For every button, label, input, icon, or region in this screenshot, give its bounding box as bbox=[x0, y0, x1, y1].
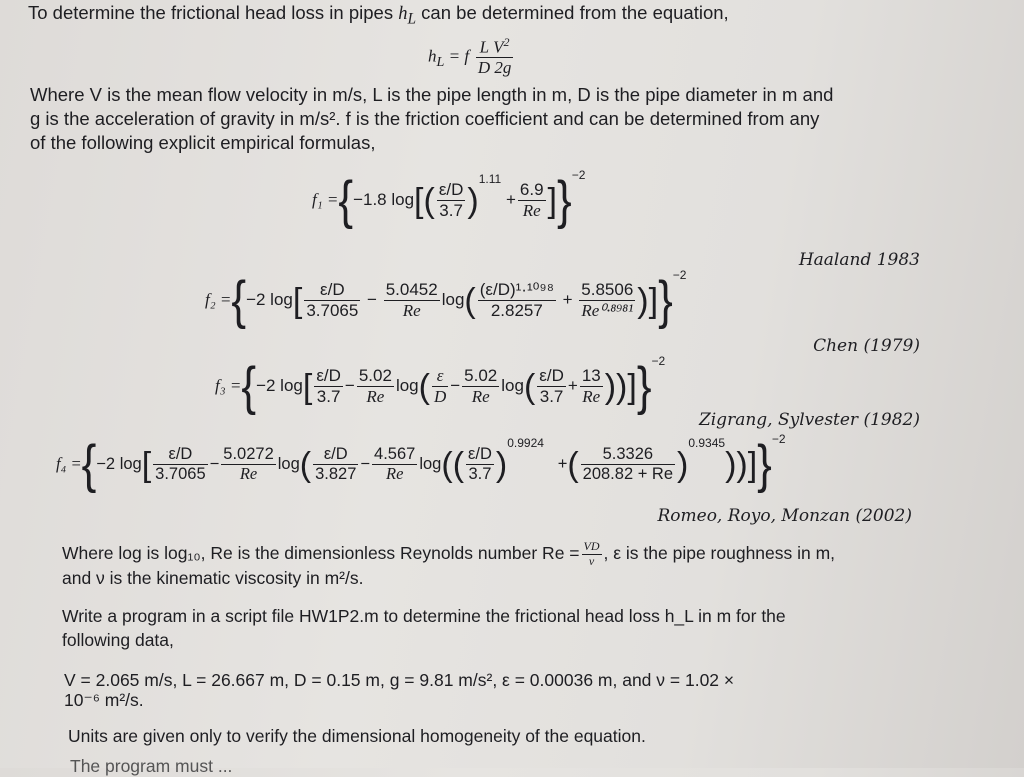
f2-n3: (ε/D)¹·¹⁰⁹⁸ bbox=[479, 280, 554, 300]
f2-exp: −2 bbox=[672, 268, 687, 282]
f3-minus: − bbox=[344, 376, 355, 395]
eq-fraction bbox=[476, 36, 514, 78]
f1-frac1 bbox=[437, 180, 466, 220]
f3-n2: 5.02 bbox=[358, 366, 392, 386]
f4-plus: + bbox=[557, 455, 568, 473]
formula-f4: f₄ ={−2 log[ $\frac{\varepsilon/D}{3.7065}$ − $\frac{5.0272}{Re}$ log( $\frac{\varepsilon/D}{3.827}$ − $\frac{4.567}{Re}$ log(( $\frac{\varepsilon/D}{3.7}$ )$^{0.9924}$ +( $\frac{5.3326}{208.82 + Re}$ )$^{0.9345}$))]}$^{-2}$ bbox=[56, 432, 786, 494]
f2-frac1 bbox=[304, 280, 360, 320]
f3-d6: Re bbox=[582, 387, 601, 407]
where-line-1 bbox=[62, 540, 835, 569]
f3-frac3 bbox=[432, 366, 448, 406]
f2-plus: + bbox=[562, 290, 573, 309]
formula-f1: f₁ ={−1.8 log[( $\frac{\varepsilon/D}{3.7}$ )$^{1.11}$ + $\frac{6.9}{Re}$ ]}$^{-2}$ bbox=[312, 168, 586, 230]
data-values-line-1: V = 2.065 m/s, L = 26.667 m, D = 0.15 m, g = 9.81 m/s², ε = 0.00036 m, and ν = 1.02 × bbox=[64, 670, 735, 690]
f3-d5: 3.7 bbox=[539, 387, 564, 407]
f2-coef: −2 log bbox=[246, 290, 293, 309]
f3-n5: ε/D bbox=[539, 366, 564, 386]
citation-romeo-royo-monzan: Romeo, Royo, Monzan (2002) bbox=[657, 506, 912, 526]
formula-f3: f₃ ={−2 log[ $\frac{\varepsilon/D}{3.7}$ − $\frac{5.02}{Re}$ log( $\frac{\varepsilon}{D}$ − $\frac{5.02}{Re}$ log( $\frac{\varepsilon/D}{3.7}$ + $\frac{13}{Re}$ ))]}$^{-2}$ bbox=[215, 354, 666, 416]
f4-log: log bbox=[277, 455, 300, 473]
f3-n6: 13 bbox=[581, 366, 601, 386]
f2-n2: 5.0452 bbox=[385, 280, 438, 300]
f1-exp1: 1.11 bbox=[478, 172, 502, 186]
data-values-line-2: 10⁻⁶ m²/s. bbox=[64, 690, 144, 710]
f1-n1: ε/D bbox=[438, 180, 464, 200]
f2-frac3 bbox=[478, 280, 556, 320]
citation-zigrang-sylvester: Zigrang, Sylvester (1982) bbox=[698, 410, 920, 430]
f4-d4: Re bbox=[385, 464, 404, 484]
f2-lhs: f₂ = bbox=[205, 290, 232, 309]
where-line-2: and ν is the kinematic viscosity in m²/s. bbox=[62, 568, 364, 588]
head-loss-equation bbox=[428, 36, 515, 78]
f3-frac5 bbox=[537, 366, 566, 406]
f4-n3: ε/D bbox=[313, 445, 358, 465]
f4-n2: 5.0272 bbox=[223, 445, 274, 464]
f2-log: log bbox=[441, 290, 465, 309]
where-text: Where log is log₁₀, Re is the dimensionless Reynolds number Re = bbox=[62, 542, 580, 563]
definitions-line-2: g is the acceleration of gravity in m/s². f is the friction coefficient and can be determined from any bbox=[30, 108, 820, 129]
f4-n1: ε/D bbox=[153, 445, 207, 465]
f3-log-2: log bbox=[501, 376, 524, 395]
eq-lhs-sub: L bbox=[436, 53, 445, 70]
f3-plus: + bbox=[567, 376, 578, 395]
units-note: Units are given only to verify the dimensional homogeneity of the equation. bbox=[68, 726, 646, 746]
re-den: ν bbox=[588, 553, 595, 568]
f1-lhs: f₁ = bbox=[312, 190, 339, 209]
f3-d3: D bbox=[433, 387, 447, 407]
f2-frac2 bbox=[384, 280, 440, 320]
f3-d1: 3.7 bbox=[316, 387, 341, 407]
f4-exp: −2 bbox=[771, 432, 786, 446]
citation-chen: Chen (1979) bbox=[813, 336, 920, 356]
f4-frac2 bbox=[221, 445, 275, 484]
f2-minus: − bbox=[367, 290, 377, 309]
f4-minus-2: − bbox=[360, 455, 371, 473]
f3-exp: −2 bbox=[651, 354, 666, 368]
f4-d1: 3.7065 bbox=[155, 465, 206, 484]
intro-line bbox=[28, 2, 729, 29]
f1-plus: + bbox=[505, 190, 516, 209]
f3-minus-2: − bbox=[450, 376, 461, 395]
f4-exp6: 0.9345 bbox=[688, 436, 726, 450]
f4-d5: 3.7 bbox=[468, 465, 492, 484]
f4-d2: Re bbox=[239, 464, 258, 484]
f4-d3: 3.827 bbox=[315, 465, 357, 484]
task-line-2: following data, bbox=[62, 630, 174, 650]
definitions-line-1: Where V is the mean flow velocity in m/s, L is the pipe length in m, D is the pipe diameter in m and bbox=[30, 84, 834, 105]
f2-n4: 5.8506 bbox=[581, 280, 634, 300]
f3-n1: ε/D bbox=[316, 366, 341, 386]
eq-lhs: h bbox=[428, 46, 437, 66]
f3-coef: −2 log bbox=[256, 376, 303, 395]
eq-num: L V bbox=[479, 37, 504, 57]
eq-f: = f bbox=[444, 46, 470, 66]
f4-d6: 208.82 + Re bbox=[582, 465, 674, 484]
eq-num-sup: 2 bbox=[503, 35, 510, 49]
f4-exp5: 0.9924 bbox=[507, 436, 544, 450]
where-text-end: , ε is the pipe roughness in m, bbox=[603, 542, 836, 563]
f3-d2: Re bbox=[366, 387, 385, 407]
f3-n4: 5.02 bbox=[464, 366, 498, 386]
f1-d2: Re bbox=[522, 201, 541, 221]
f2-frac4 bbox=[579, 280, 635, 320]
f3-frac1 bbox=[314, 366, 343, 406]
f4-minus: − bbox=[209, 455, 220, 473]
f3-log: log bbox=[395, 376, 419, 395]
intro-text-end: can be determined from the equation, bbox=[416, 2, 729, 23]
f4-frac1 bbox=[153, 445, 207, 484]
reynolds-fraction bbox=[582, 540, 602, 569]
f4-lhs: f₄ = bbox=[56, 454, 82, 473]
f2-d3: 2.8257 bbox=[490, 301, 543, 321]
f3-frac4 bbox=[462, 366, 499, 406]
f1-n2: 6.9 bbox=[519, 180, 544, 200]
f4-frac6 bbox=[581, 445, 675, 484]
cut-off-line: The program must ... bbox=[70, 756, 233, 776]
f3-d4: Re bbox=[471, 387, 490, 407]
f4-n4: 4.567 bbox=[374, 445, 416, 464]
f1-frac2 bbox=[518, 180, 546, 220]
f2-n1: ε/D bbox=[304, 280, 360, 301]
f4-frac5 bbox=[466, 445, 494, 484]
f3-lhs: f₃ = bbox=[215, 376, 242, 395]
re-num: VD bbox=[583, 539, 600, 553]
formula-f2: f₂ ={−2 log[ $\frac{\varepsilon/D}{3.7065}$ − $\frac{5.0452}{Re}$ log( $\frac{\text{(ε/D)¹·¹⁰⁹⁸}}{2.8257}$ + $\frac{5.8506}{\text{Re⁰·⁸⁹⁸¹}}$ )]}$^{-2}$ bbox=[205, 268, 687, 330]
f1-exp: −2 bbox=[571, 168, 586, 182]
f4-coef: −2 log bbox=[96, 455, 142, 473]
f1-d1: 3.7 bbox=[439, 201, 463, 221]
hl-sub: L bbox=[407, 10, 417, 28]
eq-den: D 2g bbox=[477, 58, 512, 78]
f4-log-2: log bbox=[419, 455, 442, 473]
f3-frac6 bbox=[580, 366, 603, 406]
f4-n5: ε/D bbox=[468, 445, 492, 464]
f3-frac2 bbox=[357, 366, 394, 406]
task-line-1: Write a program in a script file HW1P2.m to determine the frictional head loss h_L in m for the bbox=[62, 606, 786, 626]
f2-d4: Re⁰·⁸⁹⁸¹ bbox=[581, 301, 634, 321]
f2-d1: 3.7065 bbox=[306, 301, 359, 321]
f1-coef: −1.8 log bbox=[353, 190, 415, 209]
hl-var: h bbox=[398, 4, 408, 24]
definitions-line-3: of the following explicit empirical formulas, bbox=[30, 132, 376, 153]
f2-d2: Re bbox=[402, 301, 421, 321]
f4-n6: 5.3326 bbox=[581, 445, 675, 465]
f4-frac4 bbox=[372, 445, 417, 484]
citation-haaland: Haaland 1983 bbox=[798, 250, 920, 270]
f3-n3: ε bbox=[432, 366, 448, 387]
intro-text: To determine the frictional head loss in pipes bbox=[28, 2, 399, 23]
f4-frac3 bbox=[313, 445, 358, 484]
